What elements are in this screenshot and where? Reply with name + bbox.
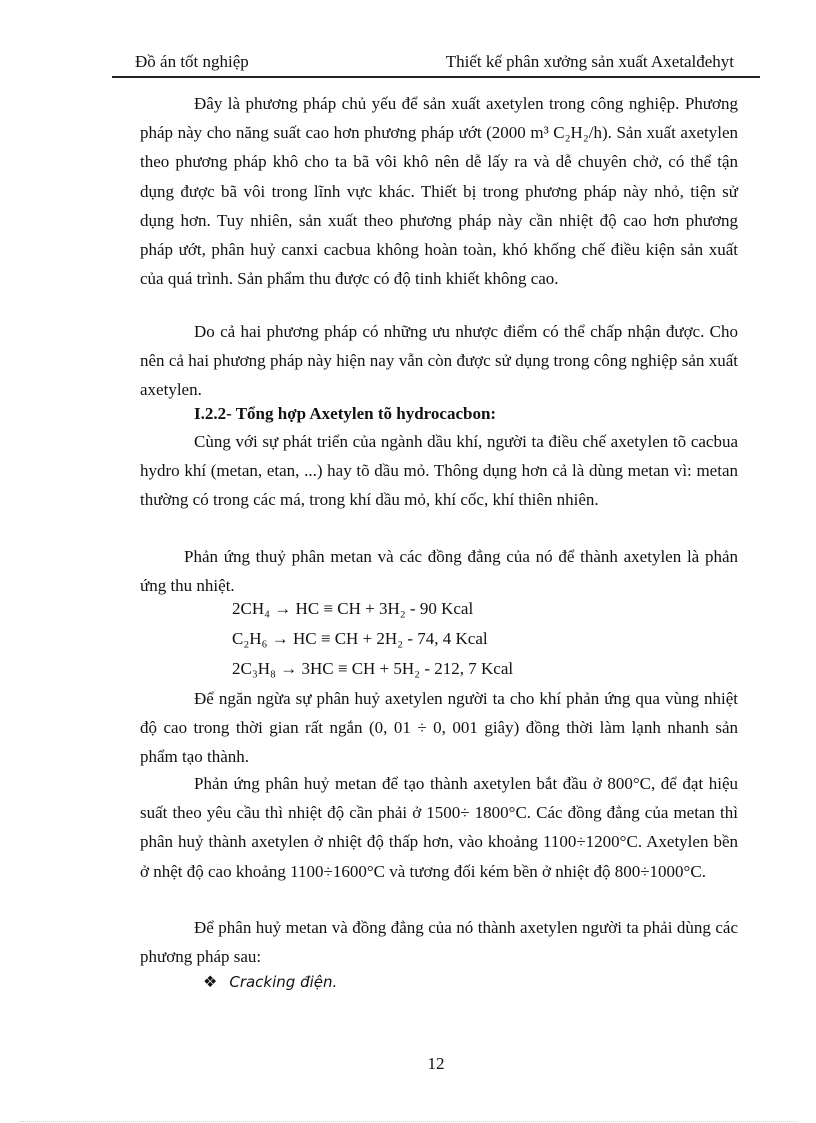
diamond-bullet-icon: ❖ [203,974,218,991]
bullet-item [203,972,337,992]
paragraph-endothermic: Phản ứng thuỷ phân metan và các đồng đẳng của nó để thành axetylen là phản ứng thu nhiệt. [140,547,738,596]
paragraph-methods-list: Để phân huỷ metan và đồng đẳng của nó thành axetylen người ta phải dùng các phương pháp sau: [140,918,738,967]
header-left-title: Đồ án tốt nghiệp [135,52,249,71]
header-right-title: Thiết kế phân xưởng sản xuất Axetalđehyt [445,52,734,71]
eq1-arrow: → [274,599,292,618]
page-header [112,50,760,78]
eq2-arrow: → [271,629,289,648]
bullet-text: Cracking điện. [229,973,338,991]
page-number: 12 [427,1054,445,1073]
paragraph-dry-method: Đây là phương pháp chủ yếu để sản xuất axetylen trong công nghiệp. Phương pháp này cho năng suất cao hơn phương pháp ướt (2000 m³ C₂H₂/h). Sản xuất axetylen theo phương pháp khô cho ta bã vôi khô nên dễ lấy ra và dễ chuyên chở, có thể tận dụng được bã vôi trong lĩnh vực khác. Thiết bị trong phương pháp này nhỏ, tiện sử dụng hơn. Tuy nhiên, sản xuất theo phương pháp này cần nhiệt độ cao hơn phương pháp ướt, phân huỷ canxi cacbua không hoàn toàn, khó khống chế điều kiện sản xuất của quá trình. Sản phẩm thu được có độ tinh khiết không cao. [140,94,738,289]
paragraph-hydrocarbon: Cùng với sự phát triển của ngành dầu khí, người ta điều chế axetylen tõ cacbua hydro khí (metan, etan, ...) hay tõ dầu mỏ. Thông dụng hơn cả là dùng metan vì: metan thường có trong các má, trong khí dầu mỏ, khí cốc, khí thiên nhiên. [140,432,738,510]
equation-ethane [232,629,488,649]
section-heading: I.2.2- Tổng hợp Axetylen tõ hydrocacbon: [194,404,497,423]
eq1-reactants: 2CH₄ [232,599,271,618]
eq1-energy: - 90 Kcal [409,599,474,618]
eq3-reactants: 2C₃H₈ [232,659,276,678]
eq2-energy: - 74, 4 Kcal [407,629,488,648]
paragraph-temperature: Phản ứng phân huỷ metan để tạo thành axetylen bắt đầu ở 800°C, để đạt hiệu suất theo yêu cầu thì nhiệt độ cần phải ở 1500÷ 1800°C. Các đồng đẳng của metan thì phân huỷ thành axetylen ở nhiệt độ thấp hơn, vào khoảng 1100÷1200°C. Axetylen bền ở nhệt độ cao khoảng 1100÷1600°C và tương đối kém bền ở nhiệt độ 800÷1000°C. [140,774,738,881]
eq2-reactants: C₂H₆ [232,629,268,648]
eq1-products: HC ≡ CH + 3H₂ [295,599,406,618]
paragraph-prevent-decomposition: Để ngăn ngừa sự phân huỷ axetylen người ta cho khí phản ứng qua vùng nhiệt độ cao trong thời gian rất ngắn (0, 01 ÷ 0, 001 giây) đồng thời làm lạnh nhanh sản phẩm tạo thành. [140,689,738,767]
eq2-products: HC ≡ CH + 2H₂ [292,629,404,648]
equation-propane [232,659,513,679]
equation-methane [232,599,473,619]
eq3-products: 3HC ≡ CH + 5H₂ [301,659,421,678]
paragraph-both-methods: Do cả hai phương pháp có những ưu nhược điểm có thể chấp nhận được. Cho nên cả hai phương pháp này hiện nay vẫn còn được sử dụng trong công nghiệp sản xuất axetylen. [140,322,738,400]
eq3-arrow: → [280,659,298,678]
page-bottom-divider [20,1121,796,1122]
eq3-energy: - 212, 7 Kcal [424,659,514,678]
